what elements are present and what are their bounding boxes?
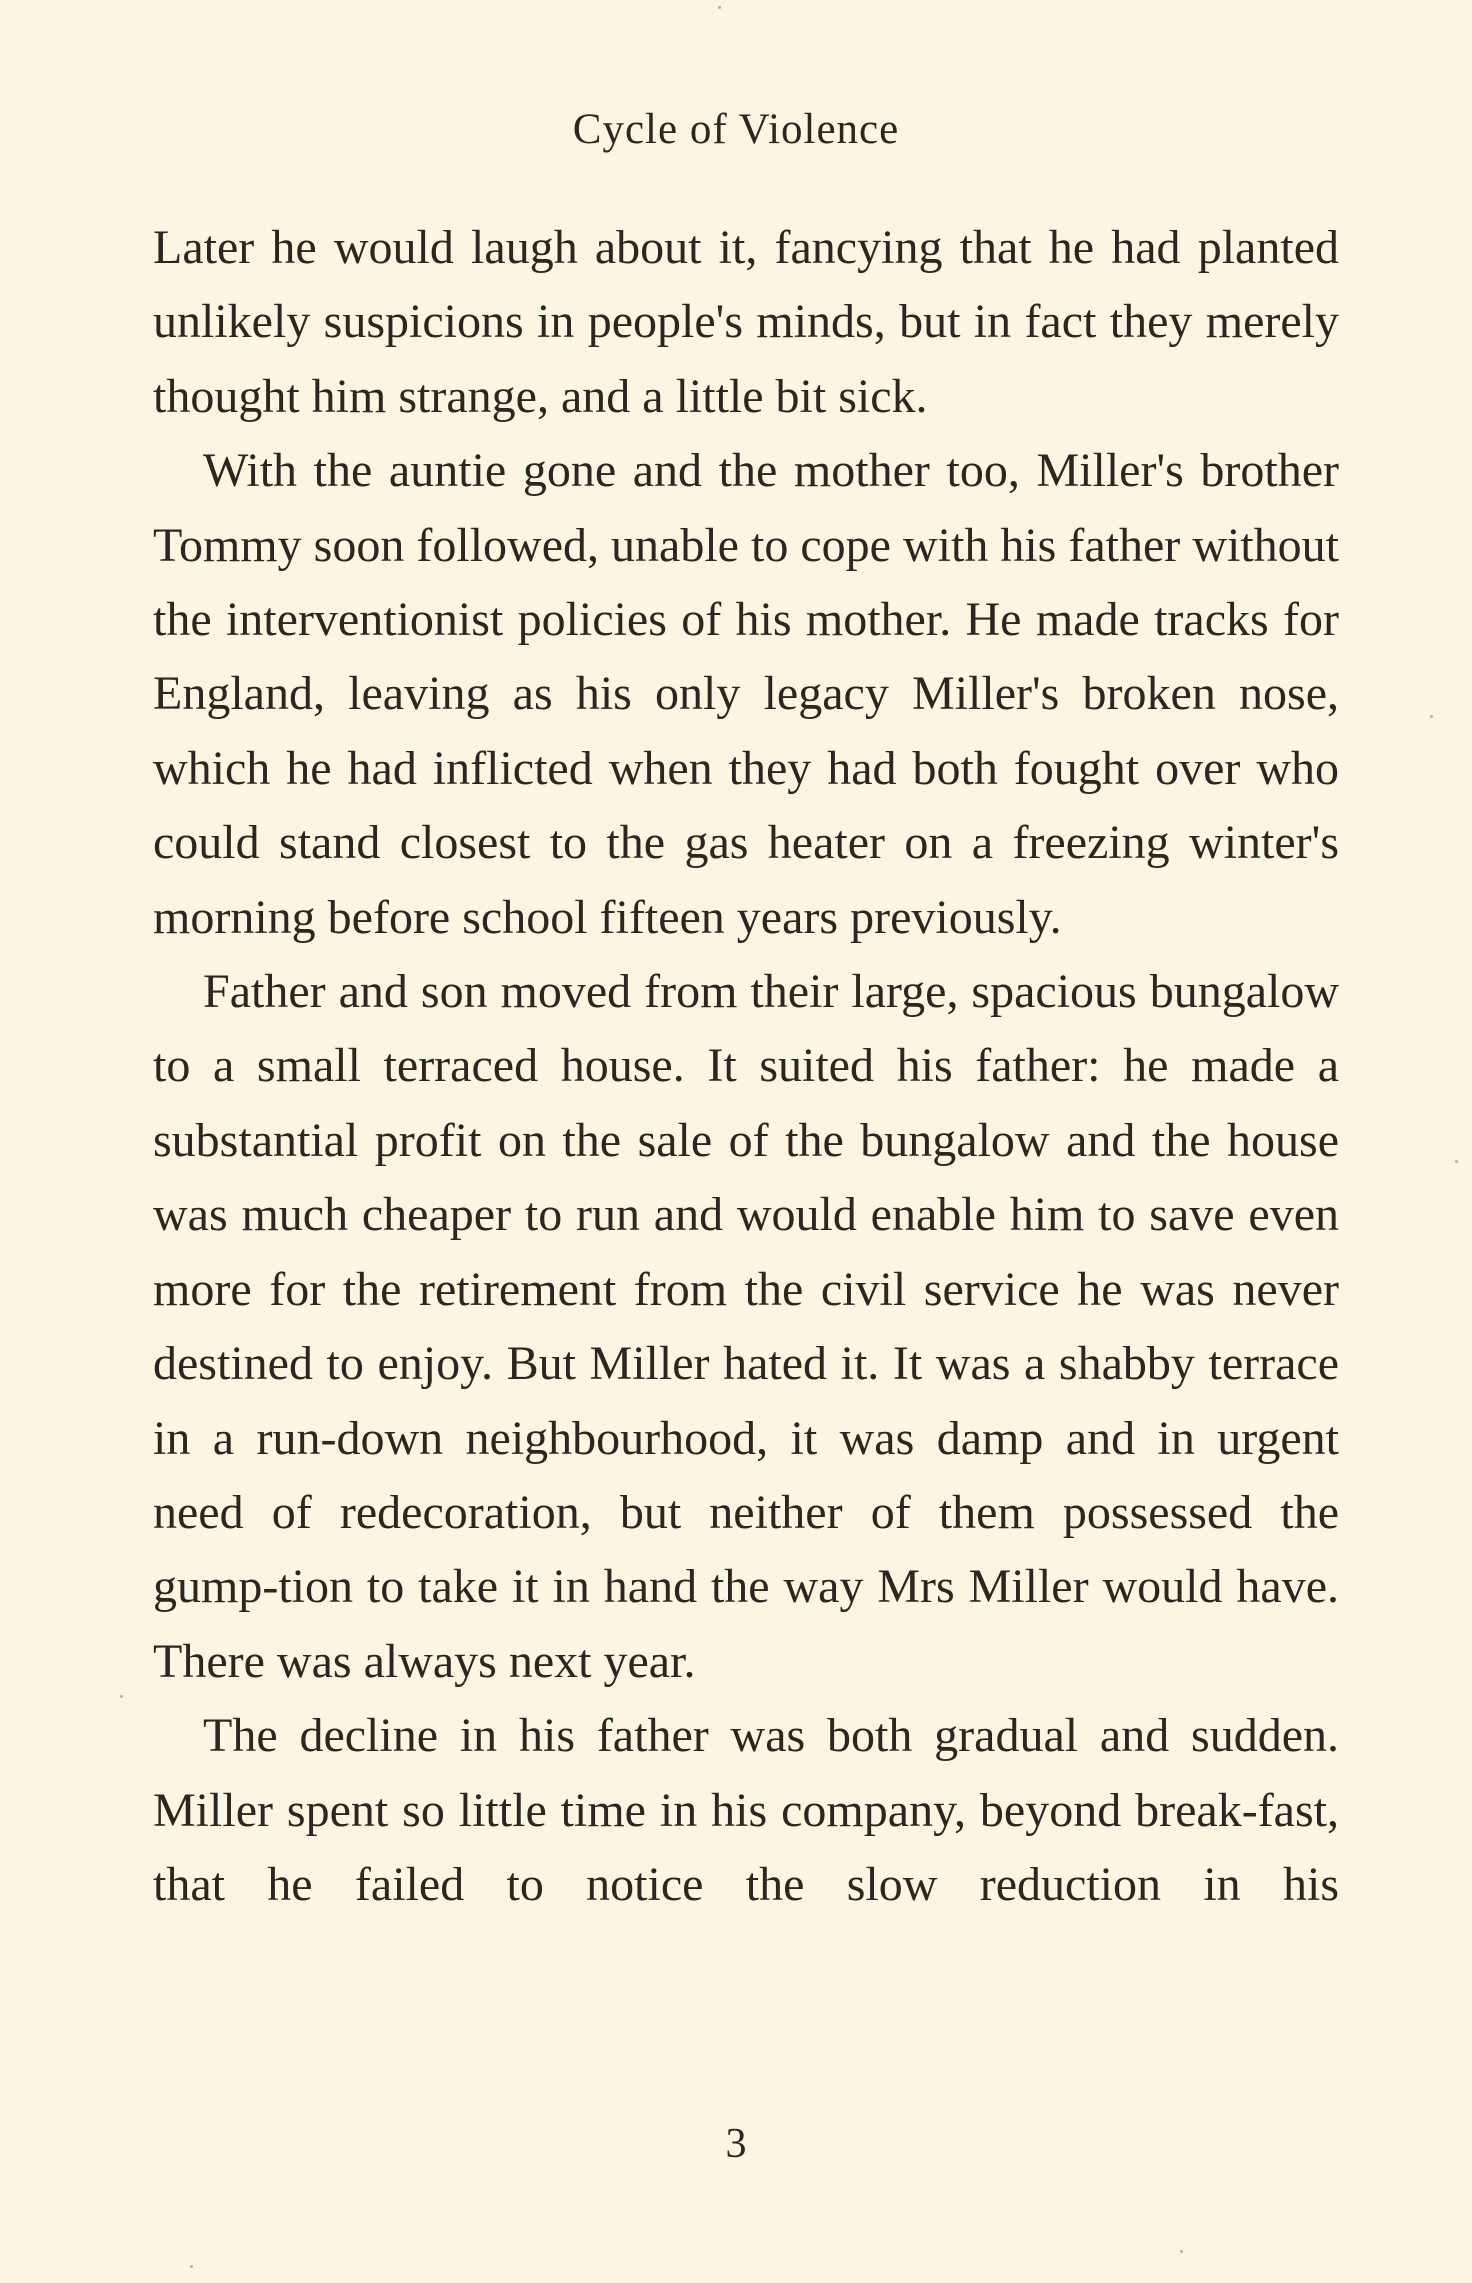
paper-speck (120, 1695, 123, 1698)
paper-speck (1455, 1160, 1458, 1163)
paragraph: Later he would laugh about it, fancying that he had planted unlikely suspicions in people's minds, but in fact they merely thought him strange, and a little bit sick. (153, 221, 1339, 423)
body-text (153, 211, 1339, 1922)
page-number: 3 (725, 2121, 747, 2167)
paragraph: The decline in his father was both gradual and sudden. Miller spent so little time in his company, beyond break-fast, that he failed to notice the slow reduction in his (153, 1709, 1339, 1911)
paper-speck (718, 6, 721, 9)
paper-speck (190, 2265, 193, 2268)
paragraph: With the auntie gone and the mother too, Miller's brother Tommy soon followed, unable to cope with his father without the interventionist policies of his mother. He made tracks for England, leaving as his only legacy Miller's broken nose, which he had inflicted when they had both fought over who could stand closest to the gas heater on a freezing winter's morning before school fifteen years previously. (153, 444, 1339, 944)
running-head: Cycle of Violence (572, 106, 900, 153)
paragraph: Father and son moved from their large, spacious bungalow to a small terraced house. It suited his father: he made a substantial profit on the sale of the bungalow and the house was much cheaper to run and would enable him to save even more for the retirement from the civil service he was never destined to enjoy. But Miller hated it. It was a shabby terrace in a run-down neighbourhood, it was damp and in urgent need of redecoration, but neither of them possessed the gump-tion to take it in hand the way Mrs Miller would have. There was always next year. (153, 965, 1339, 1688)
paper-speck (1180, 2250, 1183, 2253)
paper-speck (1430, 715, 1433, 718)
